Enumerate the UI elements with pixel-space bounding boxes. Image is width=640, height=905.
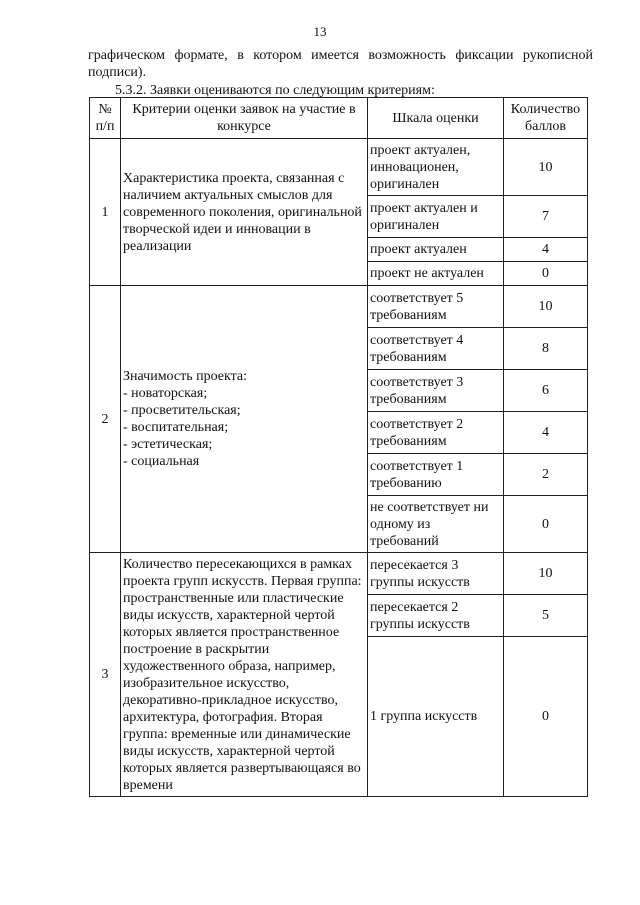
score-cell: 0 (504, 637, 588, 797)
score-cell: 8 (504, 328, 588, 370)
criterion-text: Количество пересекающихся в рамках проекта групп искусств. Первая группа: пространственные или пластические виды искусств, характерной чертой которых является пространственное построение в раскрытии художественного образа, например, изобразительное искусство, декоративно-прикладное искусство, архитектура, фотография. Вторая группа: временные или динамические виды искусств, характерной чертой которых является развертывающаяся во времени (123, 556, 362, 793)
criterion-cell (121, 139, 368, 286)
score-cell: 10 (504, 139, 588, 196)
header-scale: Шкала оценки (368, 98, 504, 139)
row-number: 1 (90, 139, 121, 286)
criterion-text: - эстетическая; (123, 437, 213, 452)
scale-cell: проект актуален (368, 238, 504, 262)
scale-cell: проект актуален, инновационен, оригинален (368, 139, 504, 196)
scale-cell: пересекается 3 группы искусств (368, 553, 504, 595)
page-number: 13 (313, 24, 327, 39)
scale-cell: соответствует 5 требованиям (368, 286, 504, 328)
row-number: 2 (90, 286, 121, 553)
row-number: 3 (90, 553, 121, 797)
criterion-text: Характеристика проекта, связанная с наличием актуальных смыслов для современного поколения, оригинальной творческой идеи и инновации в реализации (123, 170, 362, 254)
score-cell: 0 (504, 262, 588, 286)
table-body (90, 139, 588, 797)
score-cell: 10 (504, 553, 588, 595)
score-cell: 4 (504, 238, 588, 262)
criterion-cell (121, 286, 368, 553)
scale-cell: соответствует 3 требованиям (368, 370, 504, 412)
criterion-text: Значимость проекта: (123, 369, 248, 384)
scale-cell: проект актуален и оригинален (368, 196, 504, 238)
criterion-text: - просветительская; (123, 403, 241, 418)
criterion-cell (121, 553, 368, 797)
scale-cell: соответствует 4 требованиям (368, 328, 504, 370)
score-cell: 4 (504, 412, 588, 454)
score-cell: 0 (504, 496, 588, 553)
score-cell: 2 (504, 454, 588, 496)
scale-cell: соответствует 2 требованиям (368, 412, 504, 454)
header-num: № п/п (90, 98, 121, 139)
score-cell: 7 (504, 196, 588, 238)
table-row (90, 139, 588, 196)
scale-cell: соответствует 1 требованию (368, 454, 504, 496)
intro-paragraph-criteria: 5.3.2. Заявки оцениваются по следующим критериям: (115, 83, 435, 98)
criteria-table (89, 97, 588, 797)
table-row (90, 553, 588, 595)
header-score: Количество баллов (504, 98, 588, 139)
criterion-text: - воспитательная; (123, 420, 229, 435)
scale-cell: 1 группа искусств (368, 637, 504, 797)
score-cell: 6 (504, 370, 588, 412)
intro-paragraph-continuation: графическом формате, в котором имеется возможность фиксации рукописной подписи). (88, 48, 593, 80)
header-criterion: Критерии оценки заявок на участие в конкурсе (121, 98, 368, 139)
table-row (90, 286, 588, 328)
scale-cell: проект не актуален (368, 262, 504, 286)
table-header-row (90, 98, 588, 139)
score-cell: 5 (504, 595, 588, 637)
criterion-text: - социальная (123, 454, 200, 469)
scale-cell: не соответствует ни одному из требований (368, 496, 504, 553)
score-cell: 10 (504, 286, 588, 328)
criterion-text: - новаторская; (123, 386, 208, 401)
scale-cell: пересекается 2 группы искусств (368, 595, 504, 637)
